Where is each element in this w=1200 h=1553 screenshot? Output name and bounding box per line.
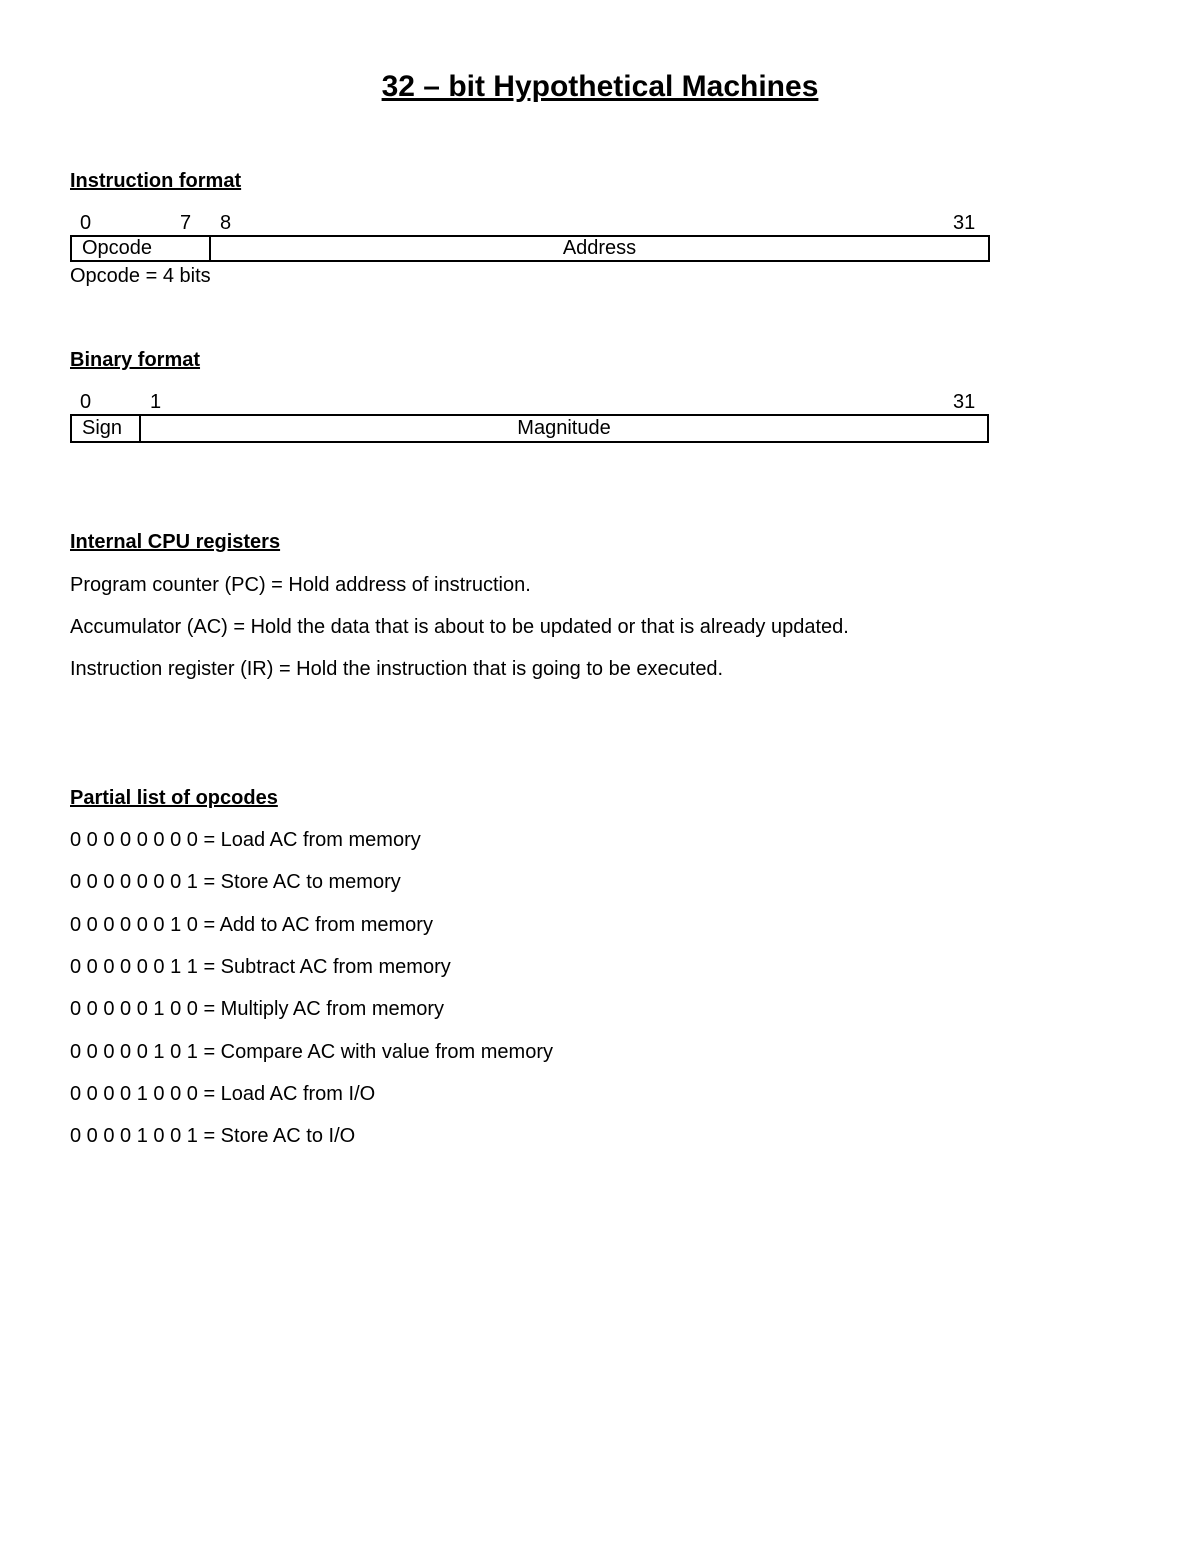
register-line-pc: Program counter (PC) = Hold address of instruction. bbox=[70, 574, 531, 596]
opcode-line: 0 0 0 0 1 0 0 0 = Load AC from I/O bbox=[70, 1083, 376, 1105]
opcode-field: Opcode bbox=[72, 237, 211, 260]
bit-label-0: 0 bbox=[80, 212, 92, 234]
bit-label-1: 1 bbox=[150, 391, 162, 413]
opcode-line: 0 0 0 0 0 0 1 1 = Subtract AC from memory bbox=[70, 956, 451, 978]
page-title: 32 – bit Hypothetical Machines bbox=[381, 70, 819, 103]
bit-label-31: 31 bbox=[953, 212, 976, 234]
opcode-line: 0 0 0 0 0 0 0 0 = Load AC from memory bbox=[70, 829, 421, 851]
instruction-format-heading: Instruction format bbox=[70, 170, 242, 192]
opcode-line: 0 0 0 0 1 0 0 1 = Store AC to I/O bbox=[70, 1125, 356, 1147]
sign-field: Sign bbox=[72, 416, 141, 441]
registers-heading: Internal CPU registers bbox=[70, 531, 281, 553]
opcode-line: 0 0 0 0 0 1 0 1 = Compare AC with value from memory bbox=[70, 1041, 553, 1063]
magnitude-field: Magnitude bbox=[517, 417, 611, 439]
opcode-size-note: Opcode = 4 bits bbox=[70, 265, 211, 287]
instruction-format-diagram bbox=[70, 235, 990, 262]
opcode-line: 0 0 0 0 0 0 1 0 = Add to AC from memory bbox=[70, 914, 433, 936]
opcodes-heading: Partial list of opcodes bbox=[70, 787, 278, 809]
opcode-line: 0 0 0 0 0 0 0 1 = Store AC to memory bbox=[70, 871, 401, 893]
address-field: Address bbox=[562, 237, 637, 259]
binary-format-heading: Binary format bbox=[70, 349, 201, 371]
register-line-ac: Accumulator (AC) = Hold the data that is about to be updated or that is already updated. bbox=[70, 616, 849, 638]
opcode-line: 0 0 0 0 0 1 0 0 = Multiply AC from memory bbox=[70, 998, 445, 1020]
bit-label-0: 0 bbox=[80, 391, 92, 413]
register-line-ir: Instruction register (IR) = Hold the instruction that is going to be executed. bbox=[70, 658, 724, 680]
bit-label-31: 31 bbox=[953, 391, 976, 413]
bit-label-7: 7 bbox=[180, 212, 192, 234]
binary-format-diagram bbox=[70, 414, 989, 443]
bit-label-8: 8 bbox=[220, 212, 232, 234]
